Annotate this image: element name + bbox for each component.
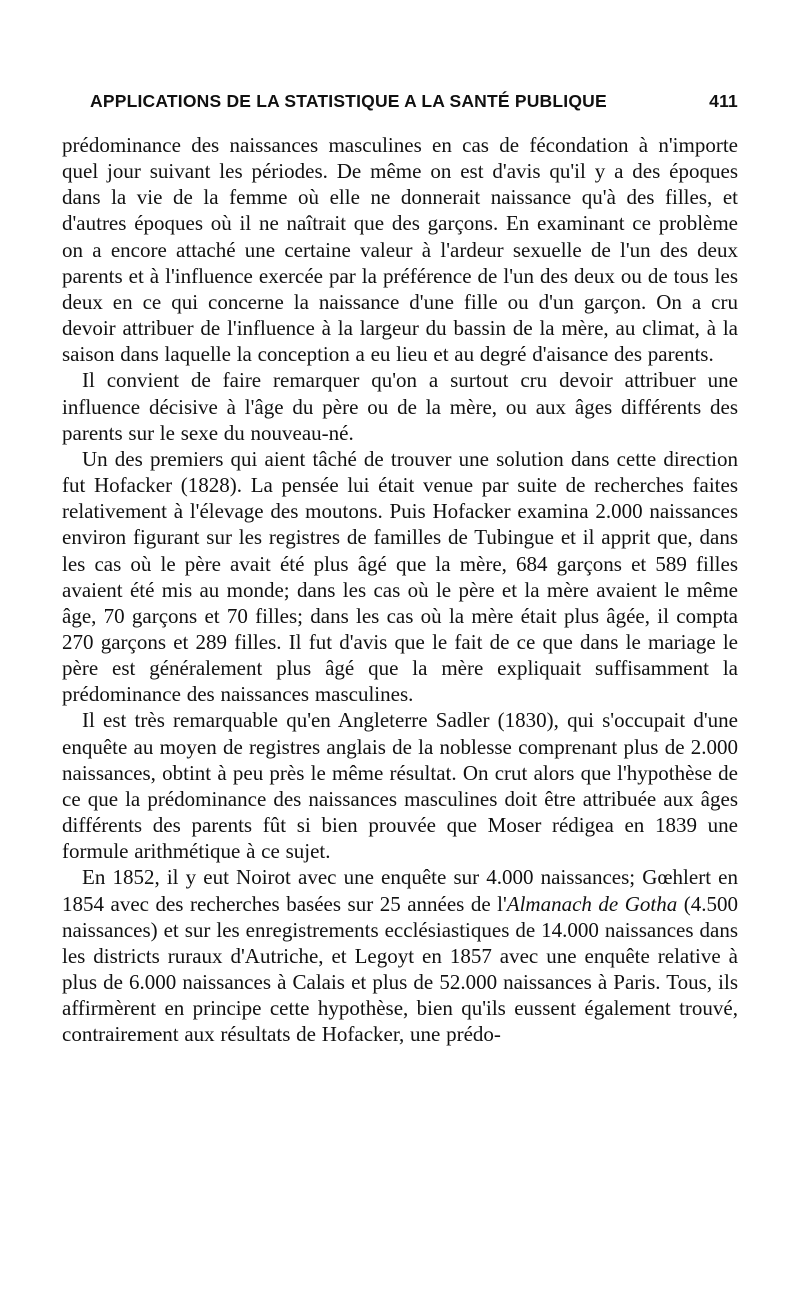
running-head xyxy=(90,88,738,114)
page-number: 411 xyxy=(709,91,738,111)
running-title: APPLICATIONS DE LA STATISTIQUE A LA SANTÉ PUBLIQUE xyxy=(90,91,607,111)
body-text xyxy=(62,132,738,1047)
paragraph-2: Il convient de faire remarquer qu'on a surtout cru devoir attribuer une influence décisive à l'âge du père ou de la mère, ou aux âges différents des parents sur le sexe du nouveau-né. xyxy=(62,368,738,445)
almanach-title: Almanach de Gotha xyxy=(506,891,678,916)
paragraph-5-start: En 1852, il y eut Noirot avec une enquête sur 4.000 naissances; Gœhlert en 1854 avec des recherches basées sur 25 années de l' xyxy=(62,865,738,916)
paragraph-5-end: (4.500 naissances) et sur les enregistrements ecclésiastiques de 14.000 naissances dans les districts ruraux d'Autriche, et Legoyt en 1857 avec une enquête relative à plus de 6.000 naissances à Calais et plus de 52.000 naissances à Paris. Tous, ils affirmèrent en principe cette hypothèse, bien qu'ils eussent également trouvé, contrairement aux résultats de Hofacker, une prédo- xyxy=(62,891,738,1047)
paragraph-3: Un des premiers qui aient tâché de trouver une solution dans cette direction fut Hofacker (1828). La pensée lui était venue par suite de recherches faites relativement à l'élevage des moutons. Puis Hofacker examina 2.000 naissances environ figurant sur les registres de familles de Tubingue et il apprit que, dans les cas où le père avait été plus âgé que la mère, 684 garçons et 589 filles avaient été mis au monde; dans les cas où le père et la mère avaient le même âge, 70 garçons et 70 filles; dans les cas où la mère était plus âgée, il compta 270 garçons et 289 filles. Il fut d'avis que le fait de ce que dans le mariage le père est généralement plus âgé que la mère expliquait suffisamment la prédominance des naissances masculines. xyxy=(62,446,738,707)
book-page xyxy=(62,88,738,1047)
paragraph-1: prédominance des naissances masculines en cas de fécondation à n'importe quel jour suivant les périodes. De même on est d'avis qu'il y a des époques dans la vie de la femme où elle ne donnerait naissance qu'à des filles, et d'autres époques où il ne naîtrait que des garçons. En examinant ce problème on a encore attaché une certaine valeur à l'ardeur sexuelle de l'un des deux parents et à l'influence exercée par la préférence de l'un des deux ou de tous les deux en ce qui concerne la naissance d'une fille ou d'un garçon. On a cru devoir attribuer de l'influence à la largeur du bassin de la mère, au climat, à la saison dans laquelle la conception a eu lieu et au degré d'aisance des parents. xyxy=(62,133,738,367)
paragraph-5 xyxy=(62,864,738,1047)
paragraph-4: Il est très remarquable qu'en Angleterre Sadler (1830), qui s'occupait d'une enquête au moyen de registres anglais de la noblesse comprenant plus de 2.000 naissances, obtint à peu près le même résultat. On crut alors que l'hypothèse de ce que la prédominance des naissances masculines doit être attribuée aux âges différents des parents fût si bien prouvée que Moser rédigea en 1839 une formule arithmétique à ce sujet. xyxy=(62,708,738,864)
